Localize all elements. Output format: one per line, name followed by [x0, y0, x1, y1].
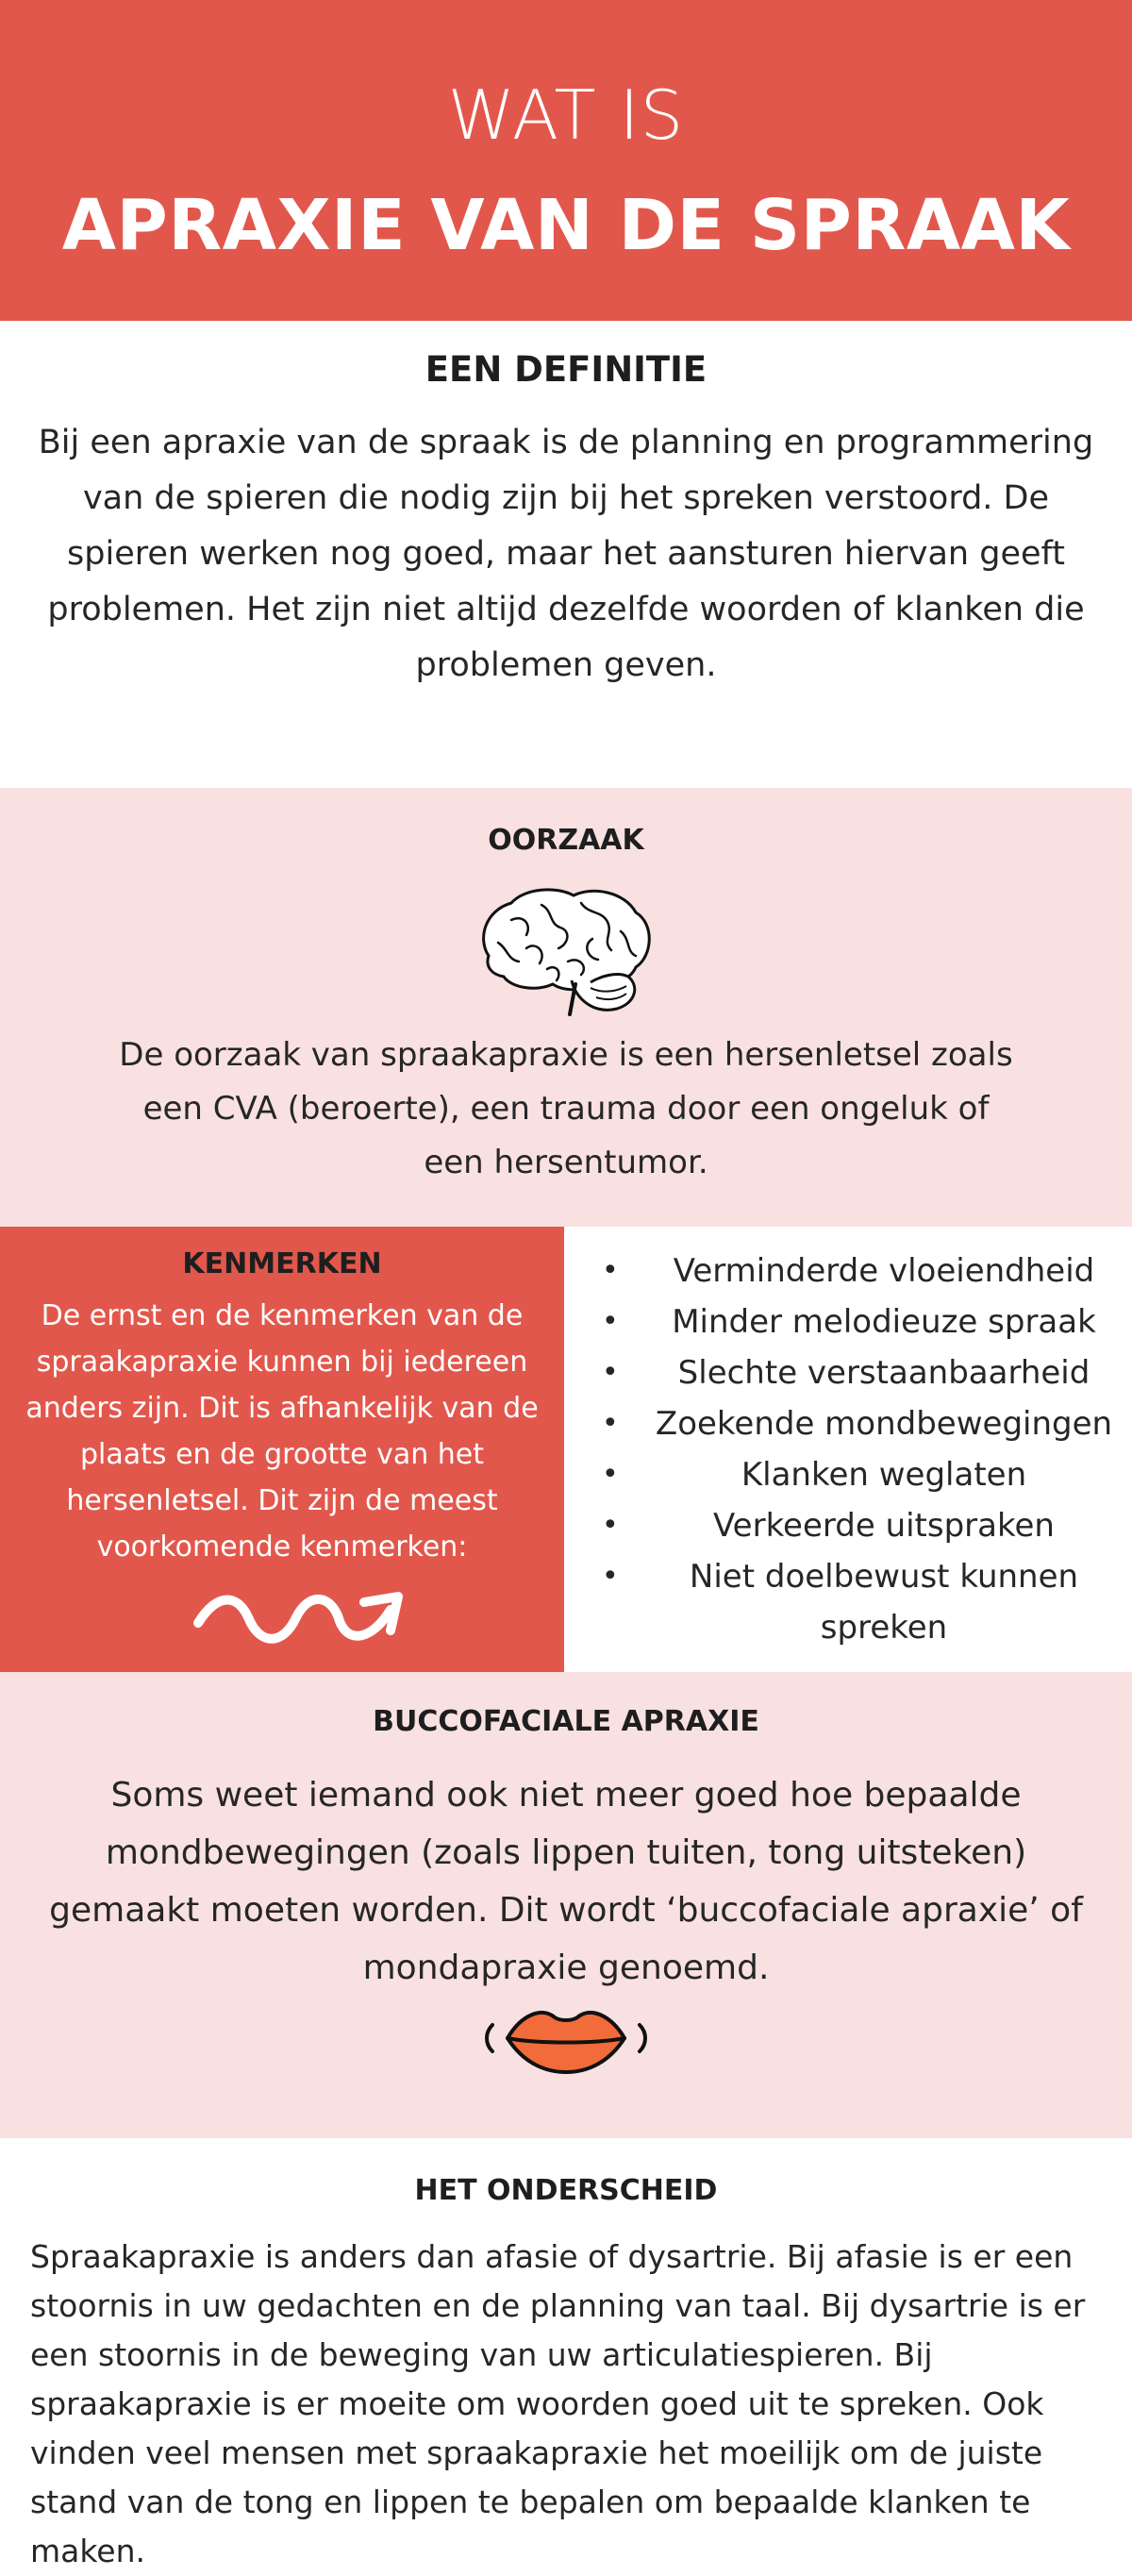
- brain-icon: [470, 882, 658, 1020]
- list-item: [602, 1347, 1123, 1398]
- bullet: •: [602, 1458, 619, 1491]
- header-title: APRAXIE VAN DE SPRAAK: [61, 185, 1071, 266]
- list-item: [602, 1449, 1123, 1500]
- header-banner: [0, 0, 1132, 321]
- bullet: •: [602, 1356, 619, 1389]
- kenmerken-list: [602, 1246, 1123, 1653]
- section-kenmerken: [0, 1227, 1132, 1672]
- bullet: •: [602, 1407, 619, 1440]
- section-definitie: [0, 321, 1132, 788]
- kenmerken-heading: KENMERKEN: [182, 1247, 382, 1280]
- oorzaak-text: De oorzaak van spraakapraxie is een hersenletsel zoals een CVA (beroerte), een trauma door een ongeluk of een hersentumor.: [119, 1036, 1013, 1181]
- bullet: •: [602, 1254, 619, 1287]
- section-oorzaak: [0, 788, 1132, 1227]
- bullet: •: [602, 1560, 619, 1593]
- definitie-heading: EEN DEFINITIE: [424, 349, 708, 390]
- list-item-text: Klanken weglaten: [741, 1456, 1027, 1494]
- bullet: •: [602, 1509, 619, 1542]
- list-item: [602, 1500, 1123, 1551]
- wavy-arrow-icon: [189, 1574, 415, 1659]
- header-pretitle: WAT IS: [447, 75, 685, 155]
- list-item-text: Verkeerde uitspraken: [713, 1507, 1055, 1545]
- definitie-text: Bij een apraxie van de spraak is de planning en programmering van de spieren die nodig zijn bij het spreken verstoord. De spieren werken nog goed, maar het aansturen hiervan geeft problemen. Het zijn niet altijd dezelfde woorden of klanken die problemen geven.: [38, 424, 1094, 684]
- list-item-text: Zoekende mondbewegingen: [655, 1405, 1113, 1443]
- list-item-text: Verminderde vloeiendheid: [673, 1252, 1095, 1290]
- list-item: [602, 1296, 1123, 1347]
- bullet: •: [602, 1305, 619, 1338]
- kenmerken-intro-panel: [0, 1227, 564, 1672]
- list-item: [602, 1246, 1123, 1296]
- onderscheid-heading: HET ONDERSCHEID: [414, 2174, 718, 2207]
- onderscheid-text: Spraakapraxie is anders dan afasie of dysartrie. Bij afasie is er een stoornis in uw gedachten en de planning van taal. Bij dysartrie is er een stoornis in de beweging van uw articulatiespieren. Bij spraakapraxie is er moeite om woorden goed uit te spreken. Ook vinden veel mensen met spraakapraxie het moeilijk om de juiste stand van de tong en lippen te bepalen om bepaalde klanken te maken.: [30, 2238, 1086, 2569]
- list-item-text: Slechte verstaanbaarheid: [677, 1354, 1090, 1392]
- list-item-text: Minder melodieuze spraak: [672, 1303, 1096, 1341]
- list-item: [602, 1551, 1123, 1653]
- section-onderscheid: [0, 2138, 1132, 2574]
- list-item-text: Niet doelbewust kunnen spreken: [689, 1558, 1079, 1647]
- oorzaak-heading: OORZAAK: [488, 824, 644, 857]
- section-buccofaciale: [0, 1672, 1132, 2138]
- kenmerken-intro: De ernst en de kenmerken van de spraakapraxie kunnen bij iedereen anders zijn. Dit is afhankelijk van de plaats en de grootte van het hersenletsel. Dit zijn de meest voorkomende kenmerken:: [25, 1299, 539, 1564]
- list-item: [602, 1398, 1123, 1449]
- kenmerken-list-panel: [564, 1227, 1132, 1672]
- bucco-heading: BUCCOFACIALE APRAXIE: [373, 1705, 759, 1738]
- lips-icon: [479, 2000, 653, 2076]
- bucco-text: Soms weet iemand ook niet meer goed hoe bepaalde mondbewegingen (zoals lippen tuiten, tong uitsteken) gemaakt moeten worden. Dit wordt ‘buccofaciale apraxie’ of mondapraxie genoemd.: [49, 1776, 1083, 1987]
